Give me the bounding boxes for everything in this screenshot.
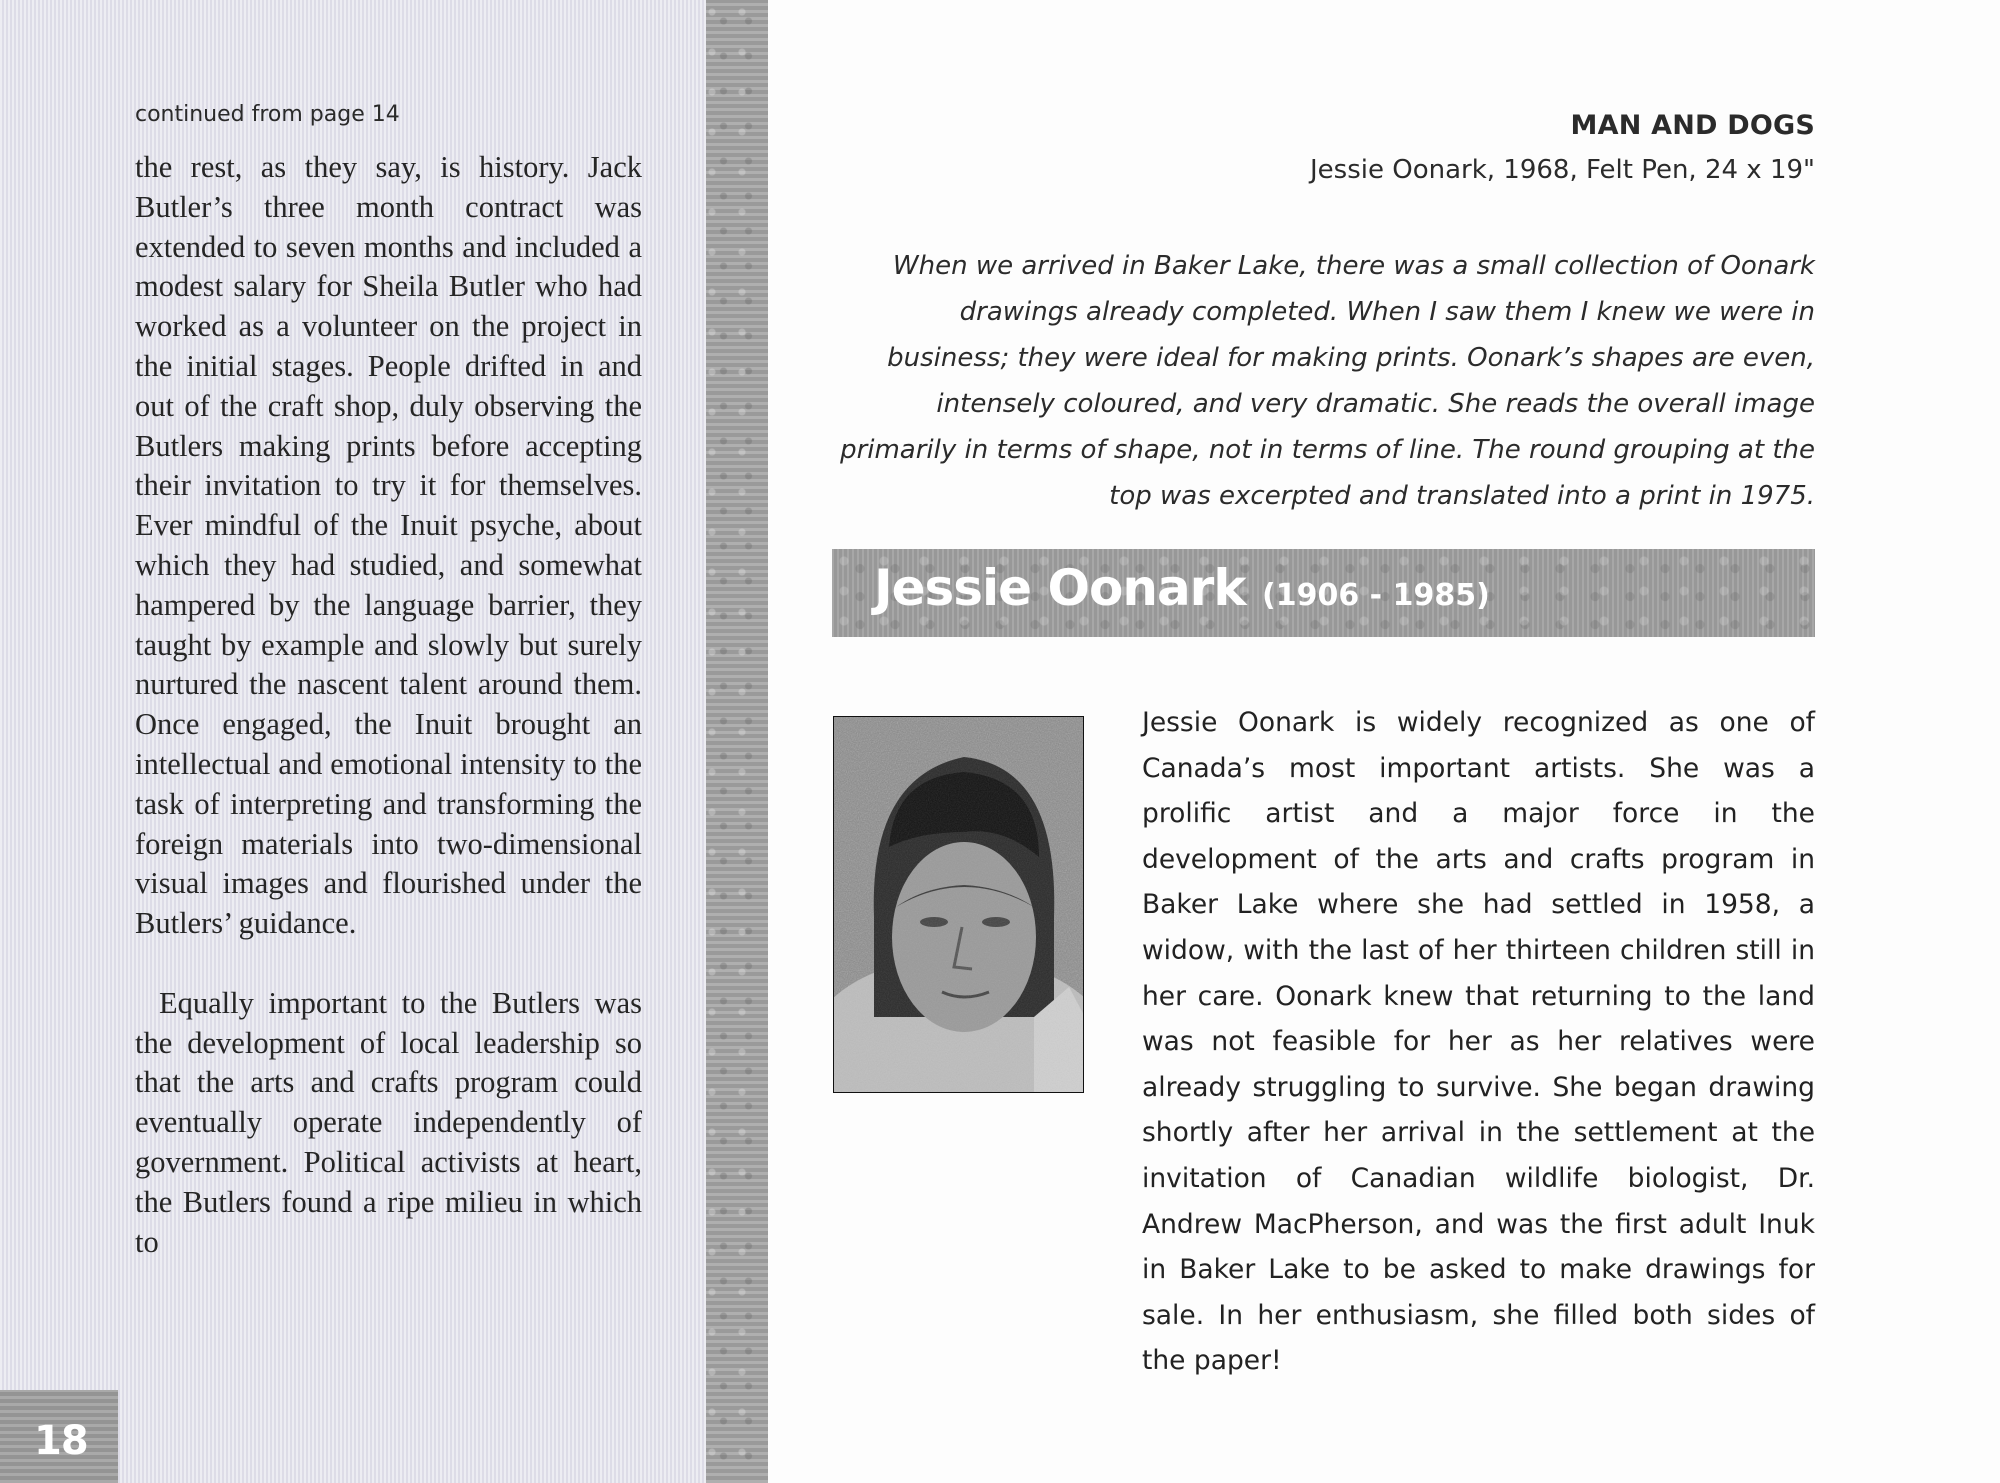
artist-name-banner <box>832 549 1815 637</box>
artwork-title: MAN AND DOGS <box>1570 110 1815 141</box>
artist-portrait-photo <box>833 716 1084 1093</box>
artist-biography: Jessie Oonark is widely recognized as one of Canada’s most important artists. She was a prolific artist and a major force in the development of the arts and crafts program in Baker Lake where she had settled in 1958, a widow, with the last of her thirteen children still in her care. Oonark knew that returning to the land was not feasible for her as her relatives were already struggling to survive. She began drawing shortly after her arrival in the settlement at the invitation of Canadian wildlife biologist, Dr. Andrew MacPherson, and was the first adult Inuk in Baker Lake to be asked to make drawings for sale. In her enthusiasm, she filled both sides of the paper! <box>1142 707 1815 1377</box>
artwork-caption: Jessie Oonark, 1968, Felt Pen, 24 x 19" <box>1309 155 1815 185</box>
banner-dates: (1906 - 1985) <box>1262 578 1490 613</box>
continued-note: continued from page 14 <box>135 102 400 127</box>
left-paragraph: the rest, as they say, is history. Jack Butler’s three month contract was extended to seven months and included a modest salary for Sheila Butler who had worked as a volunteer on the project in the initial stages. People drifted in and out of the craft shop, duly observing the Butlers making prints before accepting their invitation to try it for themselves. Ever mindful of the Inuit psyche, about which they had studied, and somewhat hampered by the language barrier, they taught by example and slowly but surely nurtured the nascent talent around them. Once engaged, the Inuit brought an intellectual and emotional intensity to the task of interpreting and transforming the foreign materials into two-dimensional visual images and flourished under the Butlers’ guidance. <box>135 150 642 941</box>
portrait-image <box>834 717 1084 1093</box>
page-number: 18 <box>34 1418 88 1464</box>
left-column-text <box>135 148 642 1262</box>
banner-heading <box>874 559 1490 617</box>
left-paragraph: Equally important to the Butlers was the development of local leadership so that the arts and crafts program could eventually operate independently of government. Political activists at heart, the Butlers found a ripe milieu in which to <box>135 985 642 1259</box>
gutter-texture-strip <box>706 0 768 1483</box>
artist-quote: When we arrived in Baker Lake, there was a small collection of Oonark drawings already completed. When I saw them I knew we were in business; they were ideal for making prints. Oonark’s shapes are even, intensely coloured, and very dramatic. She reads the overall image primarily in terms of shape, not in terms of line. The round grouping at the top was excerpted and translated into a print in 1975. <box>840 251 1815 511</box>
banner-artist-name: Jessie Oonark <box>874 559 1246 617</box>
